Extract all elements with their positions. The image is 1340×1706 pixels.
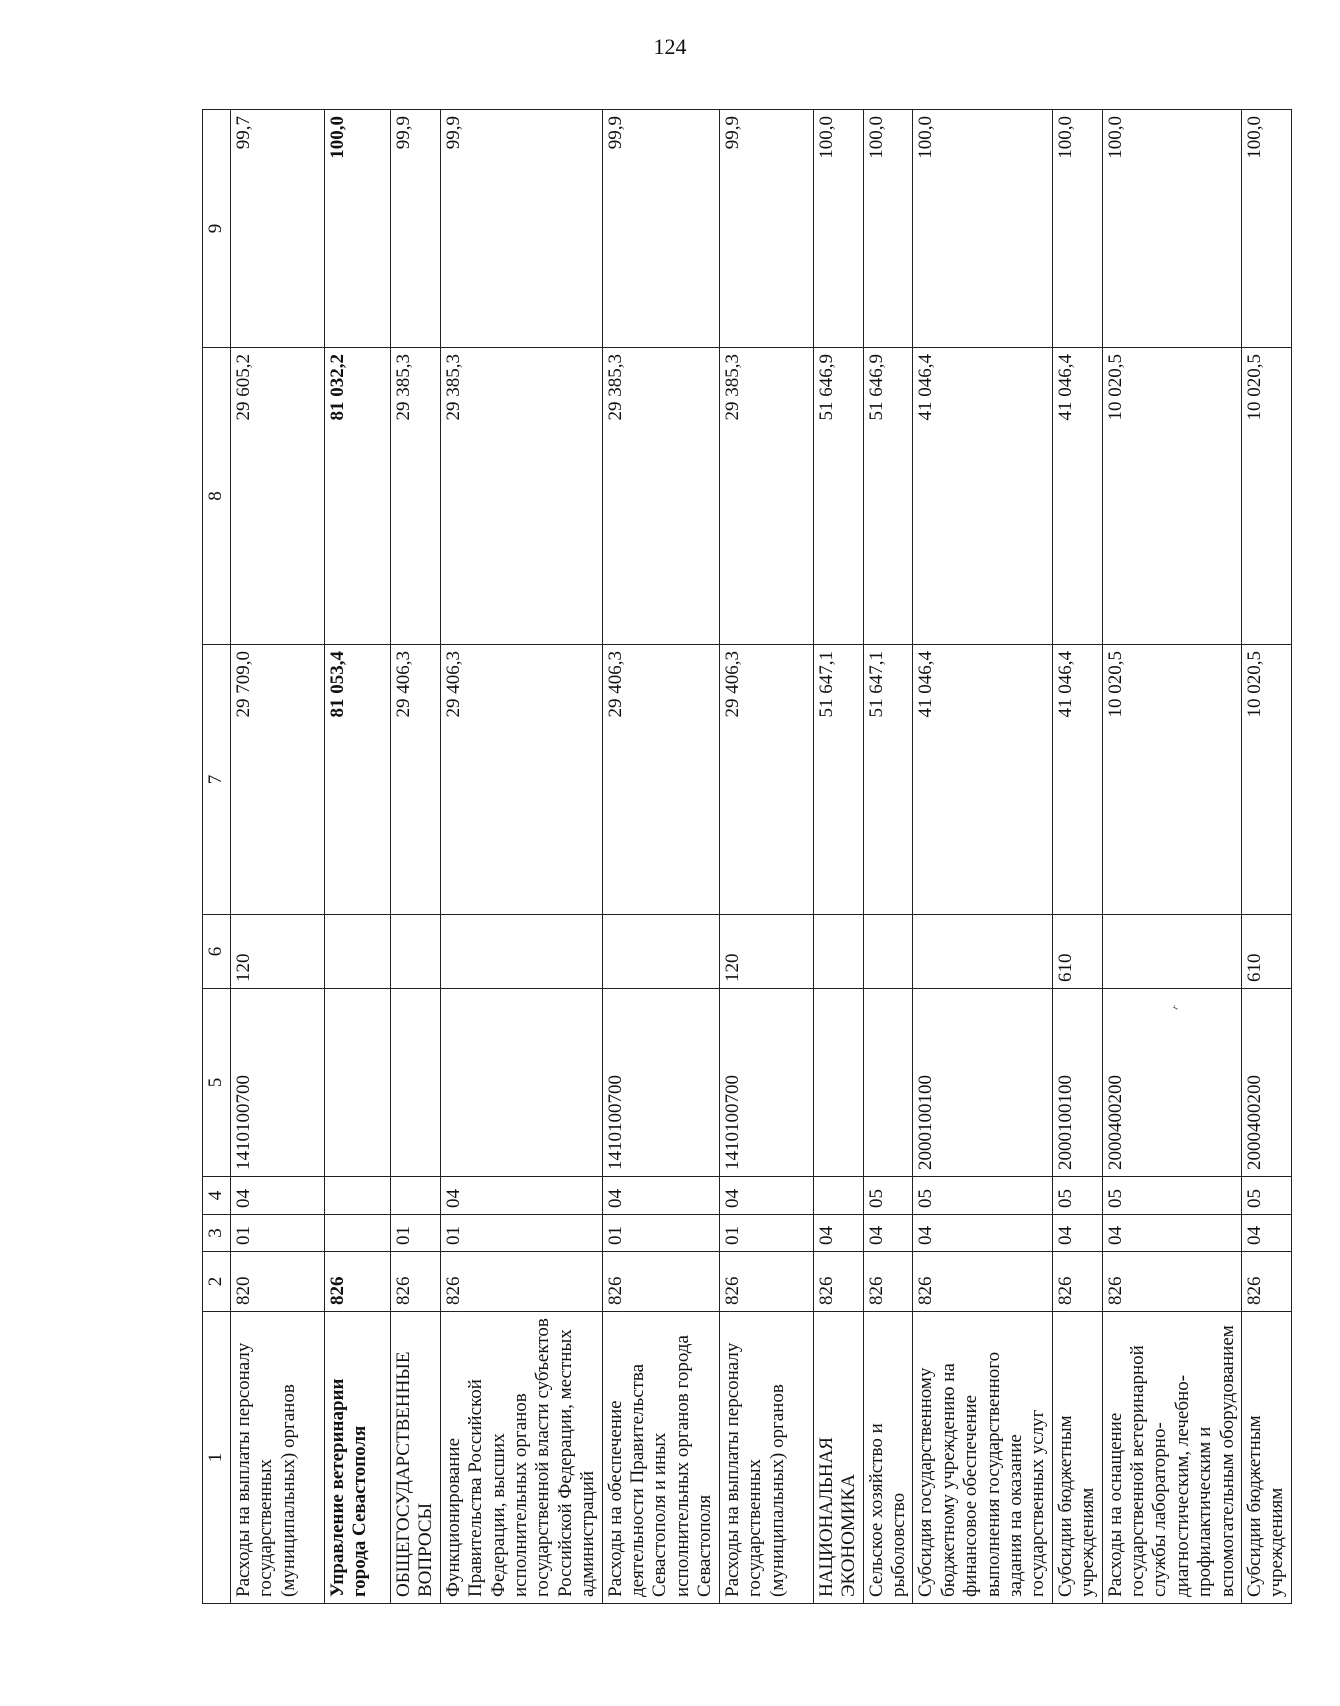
column-header: 2 xyxy=(203,1252,231,1312)
table-cell: 05 xyxy=(863,1177,913,1215)
table-cell: 01 xyxy=(719,1215,813,1252)
table-cell: 05 xyxy=(913,1177,1052,1215)
table-row xyxy=(813,110,863,1604)
table-cell xyxy=(440,989,602,1177)
table-cell: Расходы на выплаты персоналу государственных (муниципальных) органов xyxy=(231,1312,325,1604)
table-cell: 99,9 xyxy=(440,110,602,348)
table-cell: 41 046,4 xyxy=(913,645,1052,915)
table-cell: 826 xyxy=(1052,1252,1102,1312)
table-cell: 01 xyxy=(440,1215,602,1252)
table-cell: 29 406,3 xyxy=(440,645,602,915)
table-cell xyxy=(863,989,913,1177)
column-header: 1 xyxy=(203,1312,231,1604)
table-cell: 1410100700 xyxy=(231,989,325,1177)
table-cell: 29 605,2 xyxy=(231,348,325,645)
table-cell: 81 053,4 xyxy=(325,645,391,915)
table-cell: 04 xyxy=(719,1177,813,1215)
table-cell: 01 xyxy=(231,1215,325,1252)
table-cell xyxy=(325,915,391,989)
table-row xyxy=(1052,110,1102,1604)
table-cell xyxy=(325,1177,391,1215)
column-header: 3 xyxy=(203,1215,231,1252)
table-cell: 04 xyxy=(440,1177,602,1215)
header-row xyxy=(203,110,231,1604)
table-row xyxy=(719,110,813,1604)
table-cell: 05 xyxy=(1102,1177,1241,1215)
table-cell: 29 385,3 xyxy=(391,348,441,645)
table-cell: 10 020,5 xyxy=(1242,645,1292,915)
table-cell: 2000400200 xyxy=(1102,989,1241,1177)
table-cell: 826 xyxy=(813,1252,863,1312)
table-row xyxy=(1102,110,1241,1604)
table-cell: 826 xyxy=(1102,1252,1241,1312)
table-cell: 2000100100 xyxy=(913,989,1052,1177)
table-cell xyxy=(863,915,913,989)
table-cell: 1410100700 xyxy=(602,989,719,1177)
table-cell: Расходы на оснащение государственной ветеринарной службы лабораторно-диагностическим, лечебно-профилактическим и вспомогательным оборудованием xyxy=(1102,1312,1241,1604)
table-cell: 1410100700 xyxy=(719,989,813,1177)
table-cell: 100,0 xyxy=(1052,110,1102,348)
page-number: 124 xyxy=(653,34,687,59)
table-cell: 10 020,5 xyxy=(1242,348,1292,645)
table-cell: 51 646,9 xyxy=(863,348,913,645)
scan-mark: ʳ xyxy=(1169,1002,1186,1015)
table-cell: 05 xyxy=(1052,1177,1102,1215)
table-cell: 610 xyxy=(1052,915,1102,989)
table-cell: 10 020,5 xyxy=(1102,348,1241,645)
table-cell xyxy=(391,1177,441,1215)
table-cell: 29 385,3 xyxy=(440,348,602,645)
table-row xyxy=(391,110,441,1604)
table-row xyxy=(1242,110,1292,1604)
table-cell: 29 406,3 xyxy=(602,645,719,915)
table-row xyxy=(913,110,1052,1604)
table-cell: 100,0 xyxy=(1102,110,1241,348)
table-cell: 04 xyxy=(863,1215,913,1252)
table-cell: 29 385,3 xyxy=(602,348,719,645)
table-cell: Функционирование Правительства Российской Федерации, высших исполнительных органов государственной власти субъектов Российской Федерации, местных администраций xyxy=(440,1312,602,1604)
column-header: 5 xyxy=(203,989,231,1177)
column-header: 9 xyxy=(203,110,231,348)
column-header: 6 xyxy=(203,915,231,989)
table-cell: 04 xyxy=(1102,1215,1241,1252)
table-cell: 29 709,0 xyxy=(231,645,325,915)
table-cell: 100,0 xyxy=(1242,110,1292,348)
table-cell: 10 020,5 xyxy=(1102,645,1241,915)
table-cell: 826 xyxy=(1242,1252,1292,1312)
table-cell: 120 xyxy=(719,915,813,989)
column-header: 4 xyxy=(203,1177,231,1215)
table-cell: ОБЩЕГОСУДАРСТВЕННЫЕ ВОПРОСЫ xyxy=(391,1312,441,1604)
table-row xyxy=(231,110,325,1604)
table-cell: 04 xyxy=(913,1215,1052,1252)
table-cell: 04 xyxy=(1052,1215,1102,1252)
table-cell: НАЦИОНАЛЬНАЯ ЭКОНОМИКА xyxy=(813,1312,863,1604)
table-cell: 04 xyxy=(231,1177,325,1215)
table-row xyxy=(602,110,719,1604)
table-cell: 100,0 xyxy=(325,110,391,348)
table-cell xyxy=(391,915,441,989)
table-cell: 826 xyxy=(391,1252,441,1312)
table-cell: 51 647,1 xyxy=(813,645,863,915)
table-row xyxy=(325,110,391,1604)
table-cell xyxy=(325,989,391,1177)
table-cell: 51 647,1 xyxy=(863,645,913,915)
table-cell: 826 xyxy=(719,1252,813,1312)
table-cell: 826 xyxy=(325,1252,391,1312)
table-cell: 99,9 xyxy=(391,110,441,348)
table-cell: 826 xyxy=(913,1252,1052,1312)
table-cell xyxy=(813,1177,863,1215)
column-header: 7 xyxy=(203,645,231,915)
table-cell: 2000100100 xyxy=(1052,989,1102,1177)
table-cell: 04 xyxy=(602,1177,719,1215)
table-cell: Управление ветеринарии города Севастополя xyxy=(325,1312,391,1604)
table-cell: Расходы на выплаты персоналу государственных (муниципальных) органов xyxy=(719,1312,813,1604)
table-cell: 01 xyxy=(391,1215,441,1252)
table-cell: 99,9 xyxy=(602,110,719,348)
table-cell: 29 406,3 xyxy=(391,645,441,915)
table-row xyxy=(863,110,913,1604)
table-cell: 29 406,3 xyxy=(719,645,813,915)
table-cell: 41 046,4 xyxy=(913,348,1052,645)
table-cell: 29 385,3 xyxy=(719,348,813,645)
table-cell: 100,0 xyxy=(863,110,913,348)
table-cell: 04 xyxy=(1242,1215,1292,1252)
table-cell: Сельское хозяйство и рыболовство xyxy=(863,1312,913,1604)
column-header: 8 xyxy=(203,348,231,645)
table-cell: Субсидии бюджетным учреждениям xyxy=(1242,1312,1292,1604)
table-cell: 120 xyxy=(231,915,325,989)
table-cell: 41 046,4 xyxy=(1052,645,1102,915)
table-cell: 826 xyxy=(440,1252,602,1312)
table-cell: 01 xyxy=(602,1215,719,1252)
table-cell: 100,0 xyxy=(913,110,1052,348)
table-cell xyxy=(440,915,602,989)
table-cell: Расходы на обеспечение деятельности Правительства Севастополя и иных исполнительных органов города Севастополя xyxy=(602,1312,719,1604)
budget-table xyxy=(202,109,1292,1604)
table-cell: 2000400200 xyxy=(1242,989,1292,1177)
table-cell: 826 xyxy=(602,1252,719,1312)
table-cell xyxy=(813,989,863,1177)
table-cell xyxy=(813,915,863,989)
table-cell xyxy=(325,1215,391,1252)
table-cell: 81 032,2 xyxy=(325,348,391,645)
table-cell: 99,7 xyxy=(231,110,325,348)
rotated-table-container xyxy=(202,110,1288,1604)
table-cell xyxy=(602,915,719,989)
table-cell: 05 xyxy=(1242,1177,1292,1215)
table-cell: Субсидия государственному бюджетному учреждению на финансовое обеспечение выполнения государственного задания на оказание государственных услуг xyxy=(913,1312,1052,1604)
table-row xyxy=(440,110,602,1604)
table-cell: 41 046,4 xyxy=(1052,348,1102,645)
table-cell: 100,0 xyxy=(813,110,863,348)
table-cell xyxy=(391,989,441,1177)
table-cell: 99,9 xyxy=(719,110,813,348)
table-cell: 820 xyxy=(231,1252,325,1312)
table-cell: 610 xyxy=(1242,915,1292,989)
table-cell: 51 646,9 xyxy=(813,348,863,645)
table-cell xyxy=(913,915,1052,989)
table-cell: 04 xyxy=(813,1215,863,1252)
table-cell xyxy=(1102,915,1241,989)
table-cell: Субсидии бюджетным учреждениям xyxy=(1052,1312,1102,1604)
table-cell: 826 xyxy=(863,1252,913,1312)
